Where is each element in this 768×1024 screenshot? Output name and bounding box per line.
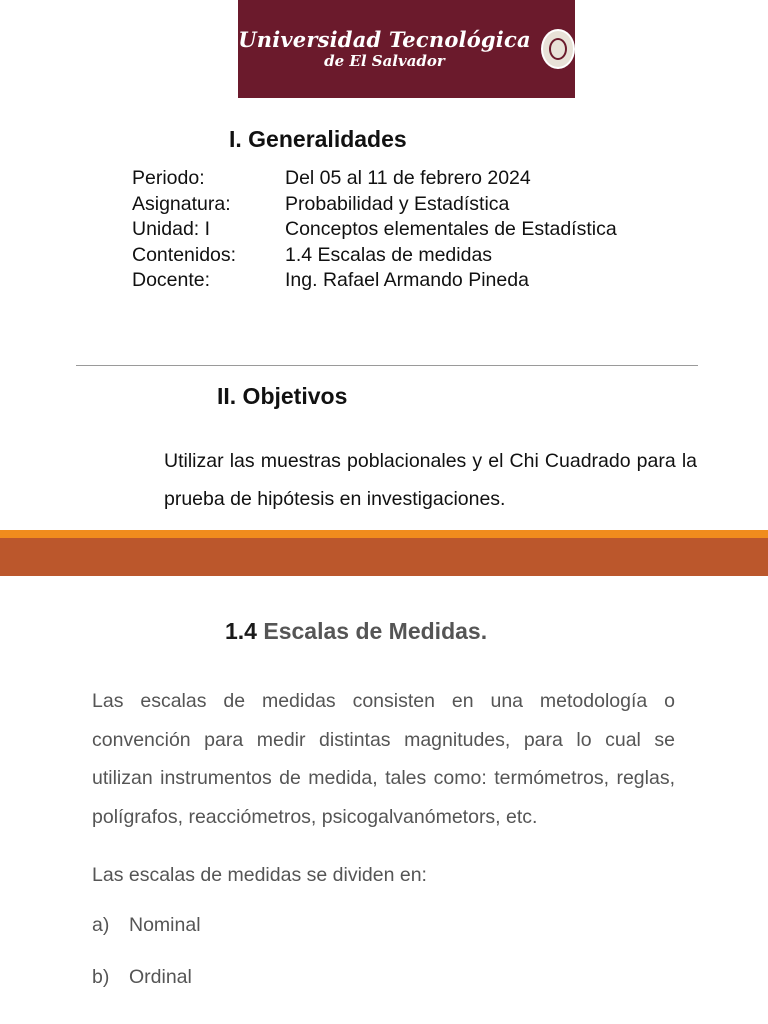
row-contenidos <box>132 243 617 269</box>
list-item-letter: b) <box>92 966 110 988</box>
logo-line2: de El Salvador <box>324 52 445 70</box>
section-title: Escalas de Medidas. <box>263 618 488 644</box>
label-docente: Docente: <box>132 269 211 291</box>
rust-band <box>0 538 768 576</box>
orange-stripe <box>0 530 768 538</box>
section-divider <box>76 365 698 366</box>
label-periodo: Periodo: <box>132 167 205 189</box>
row-asignatura <box>132 192 617 218</box>
university-seal-icon <box>541 29 575 69</box>
list-item-ordinal <box>92 966 192 989</box>
value-periodo: Del 05 al 11 de febrero 2024 <box>285 167 531 189</box>
value-unidad: Conceptos elementales de Estadística <box>285 218 617 240</box>
section-number: 1.4 <box>225 618 257 644</box>
divide-intro: Las escalas de medidas se dividen en: <box>92 864 427 886</box>
list-item-letter: a) <box>92 914 110 936</box>
logo-line1: Universidad Tecnológica <box>238 27 531 52</box>
row-docente <box>132 268 617 294</box>
list-item-text: Nominal <box>129 914 201 936</box>
objetivos-text: Utilizar las muestras poblacionales y el Chi Cuadrado para la prueba de hipótesis en investigaciones. <box>164 450 697 510</box>
generalidades-heading: I. Generalidades <box>229 126 407 152</box>
logo-text <box>238 28 531 70</box>
label-contenidos: Contenidos: <box>132 243 237 266</box>
section-paragraph: Las escalas de medidas consisten en una metodología o convención para medir distintas magnitudes, para lo cual se utilizan instrumentos de medida, tales como: termómetros, reglas, polígrafos, reacciómetros, psicogalvanómetors, etc. <box>92 690 675 828</box>
university-logo <box>238 0 575 98</box>
row-unidad <box>132 217 617 243</box>
section-heading <box>225 618 487 645</box>
generalidades-table <box>132 166 617 294</box>
value-docente: Ing. Rafael Armando Pineda <box>285 269 529 291</box>
list-item-text: Ordinal <box>129 966 192 988</box>
objetivos-heading: II. Objetivos <box>217 383 348 409</box>
label-asignatura: Asignatura: <box>132 192 231 215</box>
value-contenidos: 1.4 Escalas de medidas <box>285 243 493 266</box>
row-periodo <box>132 166 617 192</box>
label-unidad: Unidad: I <box>132 218 211 240</box>
list-item-nominal <box>92 914 201 937</box>
value-asignatura: Probabilidad y Estadística <box>285 192 510 215</box>
